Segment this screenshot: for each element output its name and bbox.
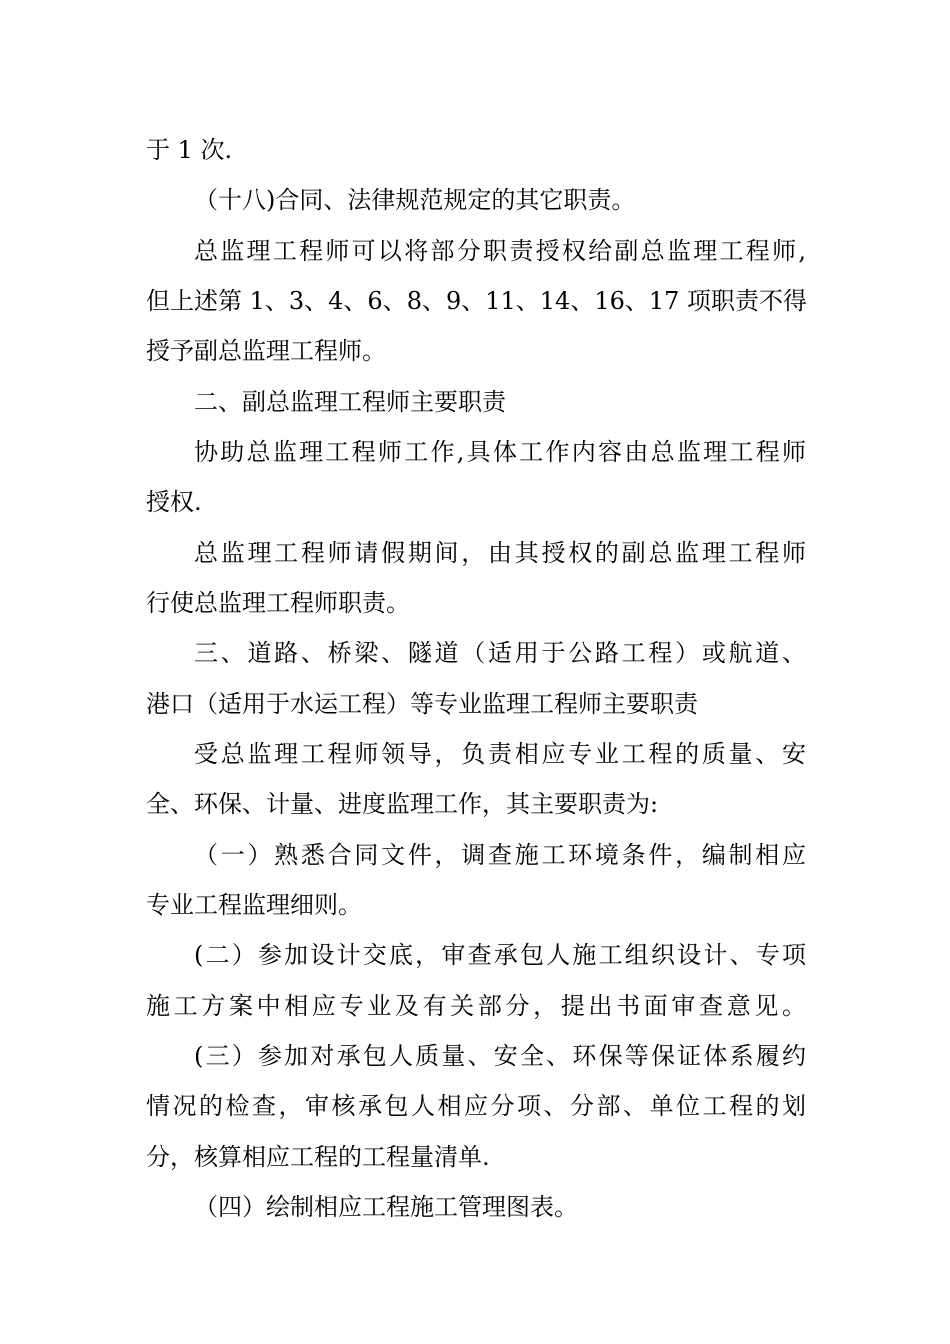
section-heading-3: 三、道路、桥梁、隧道（适用于公路工程）或航道、 [194,639,806,667]
text-line-3: 总监理工程师可以将部分职责授权给副总监理工程师, [194,237,806,265]
text-line-10: 行使总监理工程师职责。 [146,589,410,617]
section-heading-2: 二、副总监理工程师主要职责 [194,388,506,416]
list-item-3: (三）参加对承包人质量、安全、环保等保证体系履约 [194,1042,806,1070]
text-line-9: 总监理工程师请假期间，由其授权的副总监理工程师 [194,539,806,567]
list-item-2: (二）参加设计交底，审查承包人施工组织设计、专项 [194,941,806,969]
text-line-7: 协助总监理工程师工作,具体工作内容由总监理工程师 [194,438,806,466]
text-line-13: 受总监理工程师领导，负责相应专业工程的质量、安 [194,740,806,768]
text-line-1: 于 1 次. [146,136,233,164]
section-heading-3-cont: 港口（适用于水运工程）等专业监理工程师主要职责 [146,690,698,718]
list-item-1-cont: 专业工程监理细则。 [146,891,362,919]
text-line-2: （十八)合同、法律规范规定的其它职责。 [194,186,636,214]
text-line-5: 授予副总监理工程师。 [146,337,386,365]
list-item-2-cont: 施工方案中相应专业及有关部分，提出书面审查意见。 [146,992,806,1020]
list-item-1: （一）熟悉合同文件，调查施工环境条件，编制相应 [194,841,806,869]
list-item-3-cont-2: 分，核算相应工程的工程量清单. [146,1143,490,1171]
list-item-3-cont: 情况的检查，审核承包人相应分项、分部、单位工程的划 [146,1092,806,1120]
text-line-4: 但上述第 1、3、4、6、8、9、11、14、16、17 项职责不得 [146,287,808,315]
list-item-4: （四）绘制相应工程施工管理图表。 [194,1193,578,1221]
text-line-14: 全、环保、计量、进度监理工作，其主要职责为: [146,790,659,818]
text-line-8: 授权. [146,488,202,516]
